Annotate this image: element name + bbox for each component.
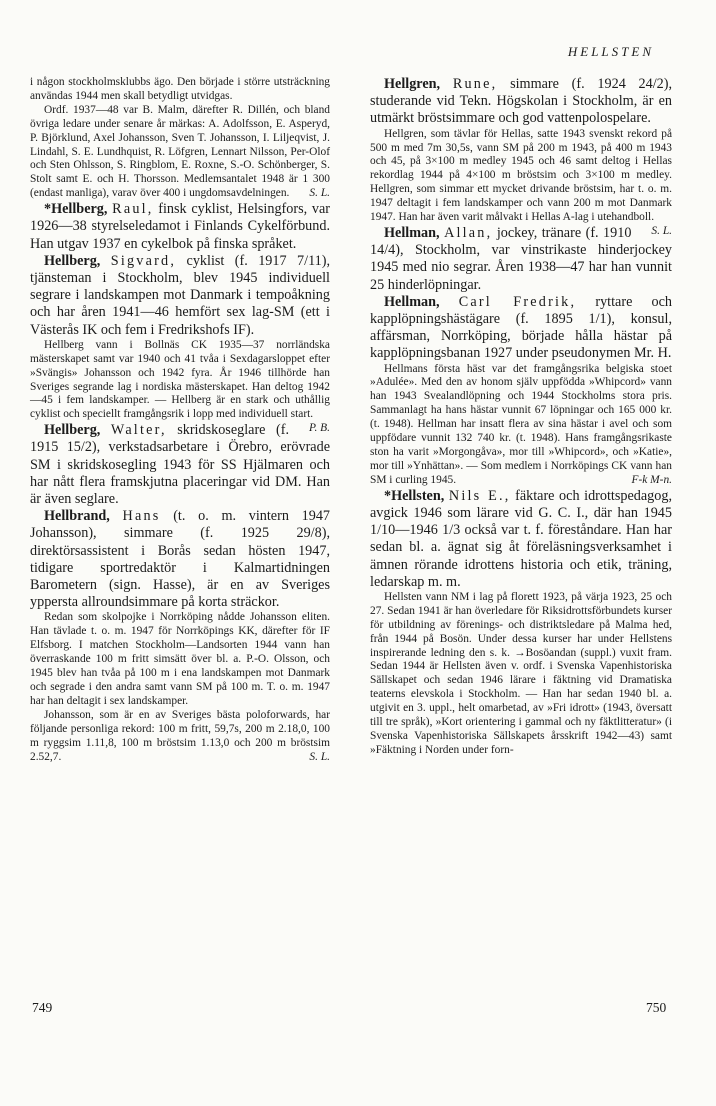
left-column [30,76,330,764]
entry-detail: Hellmans första häst var det framgångsrika belgiska stoet »Adulée». Med den av honom själv uppfödda »Whipcord» vann han 1943 Svealandlöpning och 1944 Stockholms stora pris. Sammanlagt ha hans hästar vunnit 67 löpningar och 165 000 kr. (t. 1948). Hellman har insatt flera av sina hästar i avel och som uppfödare vunnit 132 740 kr. (t. 1948). Hans framgångsrikaste ston ha varit »Morgongåva», mor till »Whipcord», och »Katie», mor till »Ynhättan». — Som medlem i Norrköpings CK vann han SM i curling 1945. F-k M-n. [370,362,672,486]
entry-headword: Hellberg, [44,252,101,269]
entry-allan-hellman [370,225,672,294]
entry-detail: Hellberg vann i Bollnäs CK 1935—37 norrländska mästerskapet samt var 1940 och 41 tvåa i Sexdagarsloppet efter »Svängis» Johansson och 1942 fyra. År 1946 tillhörde han Sveriges segrande lag i nordiska mästerskapet. Han deltog 1942—45 i fem landskamper. — Hellberg är en stark och uthållig cyklist och speciellt framgångsrik i lopp med individuell start. P. B. [30,338,330,435]
page-number-right: 750 [646,1000,667,1015]
entry-given-name: Sigvard, [110,252,177,269]
entry-given-name: Carl Fredrik, [458,293,577,310]
entry-detail: Hellsten vann NM i lag på florett 1923, på värja 1923, 25 och 27. Sedan 1941 är han överledare för Riksidrottsförbundets kurser för utbildning av förenings- och distriktsledare på Malma hed, från 1944 på Bosön. Under dessa kurser har under Hellstens inspirerande ledning den s. k. →Bosöandan (suppl.) vuxit fram. Sedan 1944 är Hellsten även v. ordf. i Svenska Vapenhistoriska Sällskapet och sedan 1946 lärare i fäktning vid Dramatiska teaterns elevskola i Stockholm. — Han har sedan 1940 bl. a. utgivit en 3. uppl., helt omarbetad, av »Fri idrott» (1943, översatt till tre språk), »Kort orientering i gammal och ny fäktlitteratur» (i Svenska Vapenhistoriska Sällskapets årsskrift 1942—43) samt »Fäktning i Norden under forn- [370,590,672,756]
entry-headword: Hellman, [384,293,440,310]
entry-detail: Redan som skolpojke i Norrköping nådde Johansson eliten. Han tävlade t. o. m. 1947 för Norrköpings KK, därefter för IF Elfsborg. I matchen Stockholm—Landsorten 1944 vann han överraskande 100 m fritt simsätt över bl. a. P.-O. Olsson, och 1945 blev han tvåa på 100 m i ena landskampen mot Danmark och segrade i den andra samt vann SM på 100 m. T. o. m. 1947 har han deltagit i sex landskamper. [30,611,330,707]
page-number-left: 749 [32,1000,53,1015]
entry-nils-hellsten [370,488,672,591]
entry-text: fäktare och idrottspedagog, avgick 1946 som lärare vid G. C. I., där han 1945 1/10—1946 1/3 också var t. f. föreståndare. Han har sedan bl. a. ägnat sig åt föreläsningsverksamhet i ämnen rörande idrottens historia och etik, träning, ledarskap m. m. [370,487,673,590]
entry-text: ryttare och kapplöpningshästägare (f. 1895 1/1), konsul, affärsman, Norrköping, började hålla hästar på kapplöpningsbanan 1927 under pseudonymen Mr. H. [370,293,672,362]
entry-text: (t. o. m. vintern 1947 Johansson), simmare (f. 1925 29/8), direktörsassistent i Borås sedan hösten 1947, tidigare sportredaktör i Kalmartidningen Barometern (sign. Hasse), är en av Sveriges yppersta allroundsimmare på korta sträckor. [30,508,331,611]
author-signature: F-k M-n. [631,473,672,486]
author-signature: P. B. [309,422,330,435]
entry-headword: Hellman, [384,224,440,241]
right-column [370,76,672,758]
continued-paragraph: i någon stockholmsklubbs ägo. Den började i större utsträckning användas 1944 men skall betydligt utvidgas. [30,76,330,102]
running-head: HELLSTEN [567,44,654,59]
author-signature: S. L. [309,750,330,763]
entry-carl-fredrik-hellman [370,294,672,363]
entry-rune-hellgren [370,76,672,128]
entry-headword: *Hellberg, [44,201,108,218]
entry-given-name: Rune, [452,76,498,92]
entry-given-name: Walter, [110,422,167,439]
entry-detail: Hellgren, som tävlar för Hellas, satte 1943 svenskt rekord på 500 m med 7m 30,5s, vann SM på 200 m 1943, på 400 m 1943 och 45, på 3×100 m medley 1945 och 46 samt deltog i Hellas rekordlag 1944 på 4×100 m bröstsim och 3×100 m medley. Hellgren, som simmar ett mycket drivande bröstsim, har t. o. m. 1947 deltagit i fem landskamper och vann 200 m mot Danmark 1947. Han har även varit målvakt i Hellas A-lag i utehandboll. S. L. [370,127,672,237]
entry-hans-hellbrand [30,508,330,611]
entry-text: simmare (f. 1924 24/2), studerande vid Tekn. Högskolan i Stockholm, är en utmärkt bröstsimmare och god vattenpolospelare. [370,76,673,127]
entry-detail: Johansson, som är en av Sveriges bästa poloforwards, har följande personliga rekord: 100 m fritt, 59,7s, 200 m 2.18,0, 100 m ryggsim 1.11,8, 100 m bröstsim 1.13,0 och 200 m bröstsim 2.52,7. S. L. [30,708,330,763]
author-signature: S. L. [309,187,330,200]
entry-raul-hellberg [30,201,330,253]
entry-headword: Hellbrand, [44,508,110,525]
text-paragraph: Ordf. 1937—48 var B. Malm, därefter R. Dillén, och bland övriga ledare under senare år märkas: A. Adolfsson, E. Asperyd, P. Björklund, Axel Johansson, Sven T. Johansson, I. Liljeqvist, J. Lindahl, S. E. Lundhquist, R. Löfgren, Lennart Nilsson, Per-Olof och Sten Ohlsson, S. Ringblom, E. Roxne, S.-O. Schönberger, S. Stolt samt E. och H. Thorsson. Medlemsantalet 1948 är 1 300 (endast manliga), varav över 400 i ungdomsavdelningen. S. L. [30,103,330,200]
entry-given-name: Hans [122,508,161,525]
entry-headword: Hellberg, [44,422,101,439]
entry-given-name: Allan, [444,224,493,241]
entry-headword: *Hellsten, [384,487,445,504]
entry-walter-hellberg [30,422,330,508]
entry-given-name: Raul, [112,201,154,218]
entry-sigvard-hellberg [30,253,330,339]
entry-headword: Hellgren, [384,76,441,92]
author-signature: S. L. [651,224,672,237]
entry-text: jockey, tränare (f. 1910 14/4), Stockholm, var vinstrikaste hinderjockey 1945 med nio segrar. Åren 1938—47 har han vunnit 25 hinderlöpningar. [370,224,672,293]
entry-text: finsk cyklist, Helsingfors, var 1926—38 styrelseledamot i Finlands Cykelförbund. Han utgav 1937 en cykelbok på finska språket. [30,201,330,252]
entry-text: cyklist (f. 1917 7/11), tjänsteman i Stockholm, blev 1945 individuell segrare i landskampen mot Danmark i tempoåkning och har åren 1941—46 hemfört sex lag-SM (ett i Västerås IK och fem i Fredrikshofs IF). [30,252,330,338]
entry-text: skridskoseglare (f. 1915 15/2), verkstadsarbetare i Örebro, erövrade SM i skridskosegling 1943 för SS Hjälmaren och har nått flera framskjutna placeringar vid DM. Han är även seglare. [30,422,330,508]
entry-given-name: Nils E., [448,487,511,504]
